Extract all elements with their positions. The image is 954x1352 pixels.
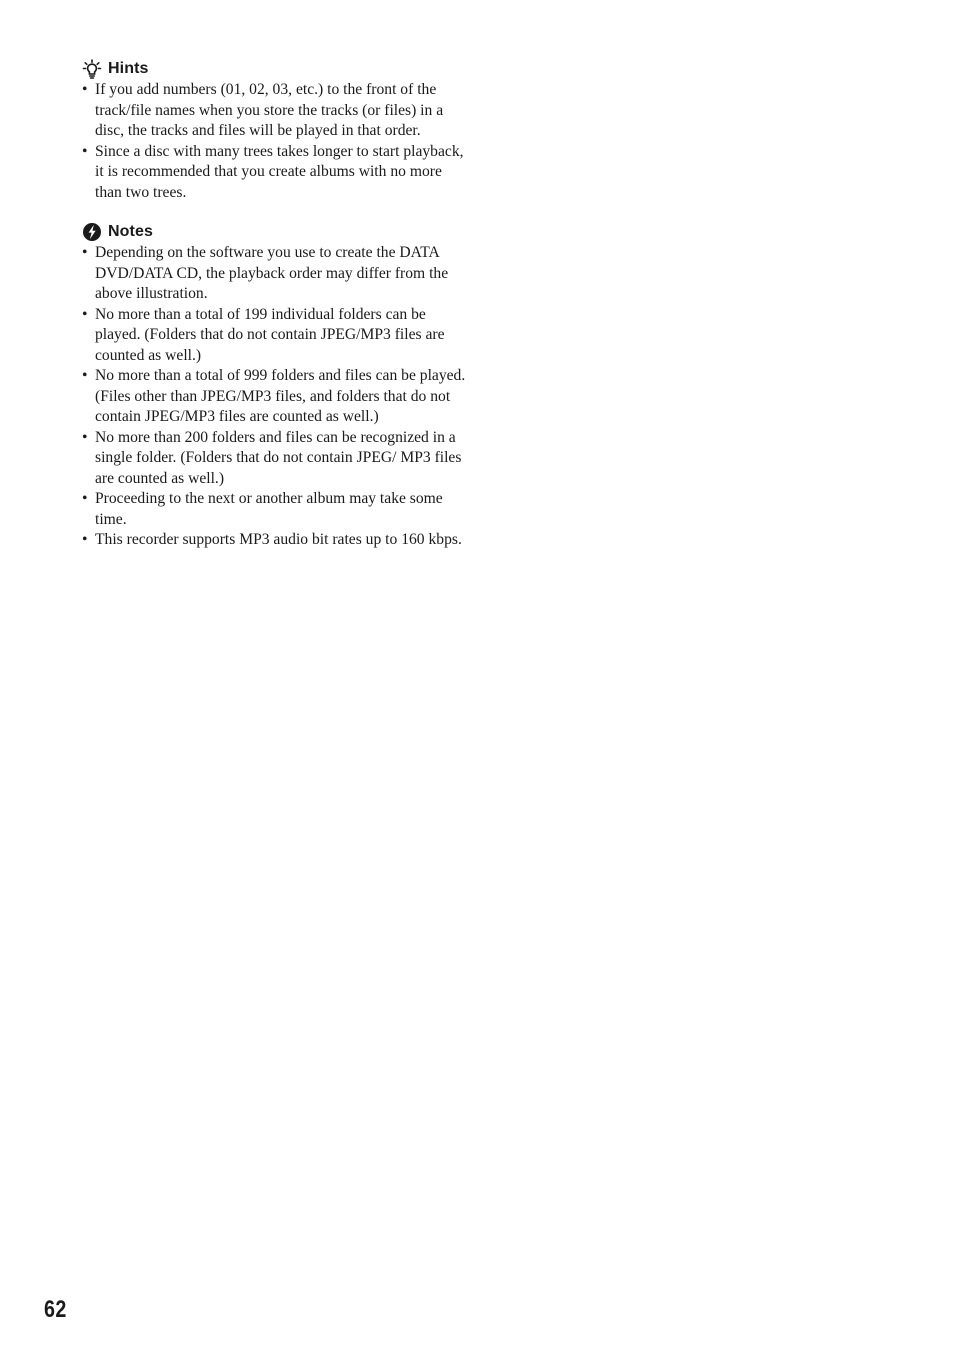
note-item: • This recorder supports MP3 audio bit rates up to 160 kbps.	[82, 530, 472, 551]
hints-list	[82, 80, 472, 203]
note-item: • No more than 200 folders and files can be recognized in a single folder. (Folders that do not contain JPEG/ MP3 files are counted as well.)	[82, 428, 472, 490]
notes-list	[82, 243, 472, 551]
lightbulb-icon	[82, 59, 102, 79]
page-number: 62	[44, 1296, 67, 1323]
notes-heading	[82, 221, 472, 243]
notes-section	[82, 221, 472, 551]
hint-item: • If you add numbers (01, 02, 03, etc.) to the front of the track/file names when you store the tracks (or files) in a disc, the tracks and files will be played in that order.	[82, 80, 472, 142]
hints-heading-text: Hints	[108, 60, 149, 77]
note-item: • Proceeding to the next or another album may take some time.	[82, 489, 472, 530]
notes-heading-text: Notes	[108, 223, 153, 240]
note-item: • No more than a total of 999 folders and files can be played. (Files other than JPEG/MP3 files, and folders that do not contain JPEG/MP3 files are counted as well.)	[82, 366, 472, 428]
note-item: • No more than a total of 199 individual folders can be played. (Folders that do not contain JPEG/MP3 files are counted as well.)	[82, 305, 472, 367]
content-column	[82, 58, 472, 551]
hints-section	[82, 58, 472, 203]
hints-heading	[82, 58, 472, 80]
hint-item: • Since a disc with many trees takes longer to start playback, it is recommended that you create albums with no more than two trees.	[82, 142, 472, 204]
note-icon	[82, 222, 102, 242]
note-item: • Depending on the software you use to create the DATA DVD/DATA CD, the playback order may differ from the above illustration.	[82, 243, 472, 305]
